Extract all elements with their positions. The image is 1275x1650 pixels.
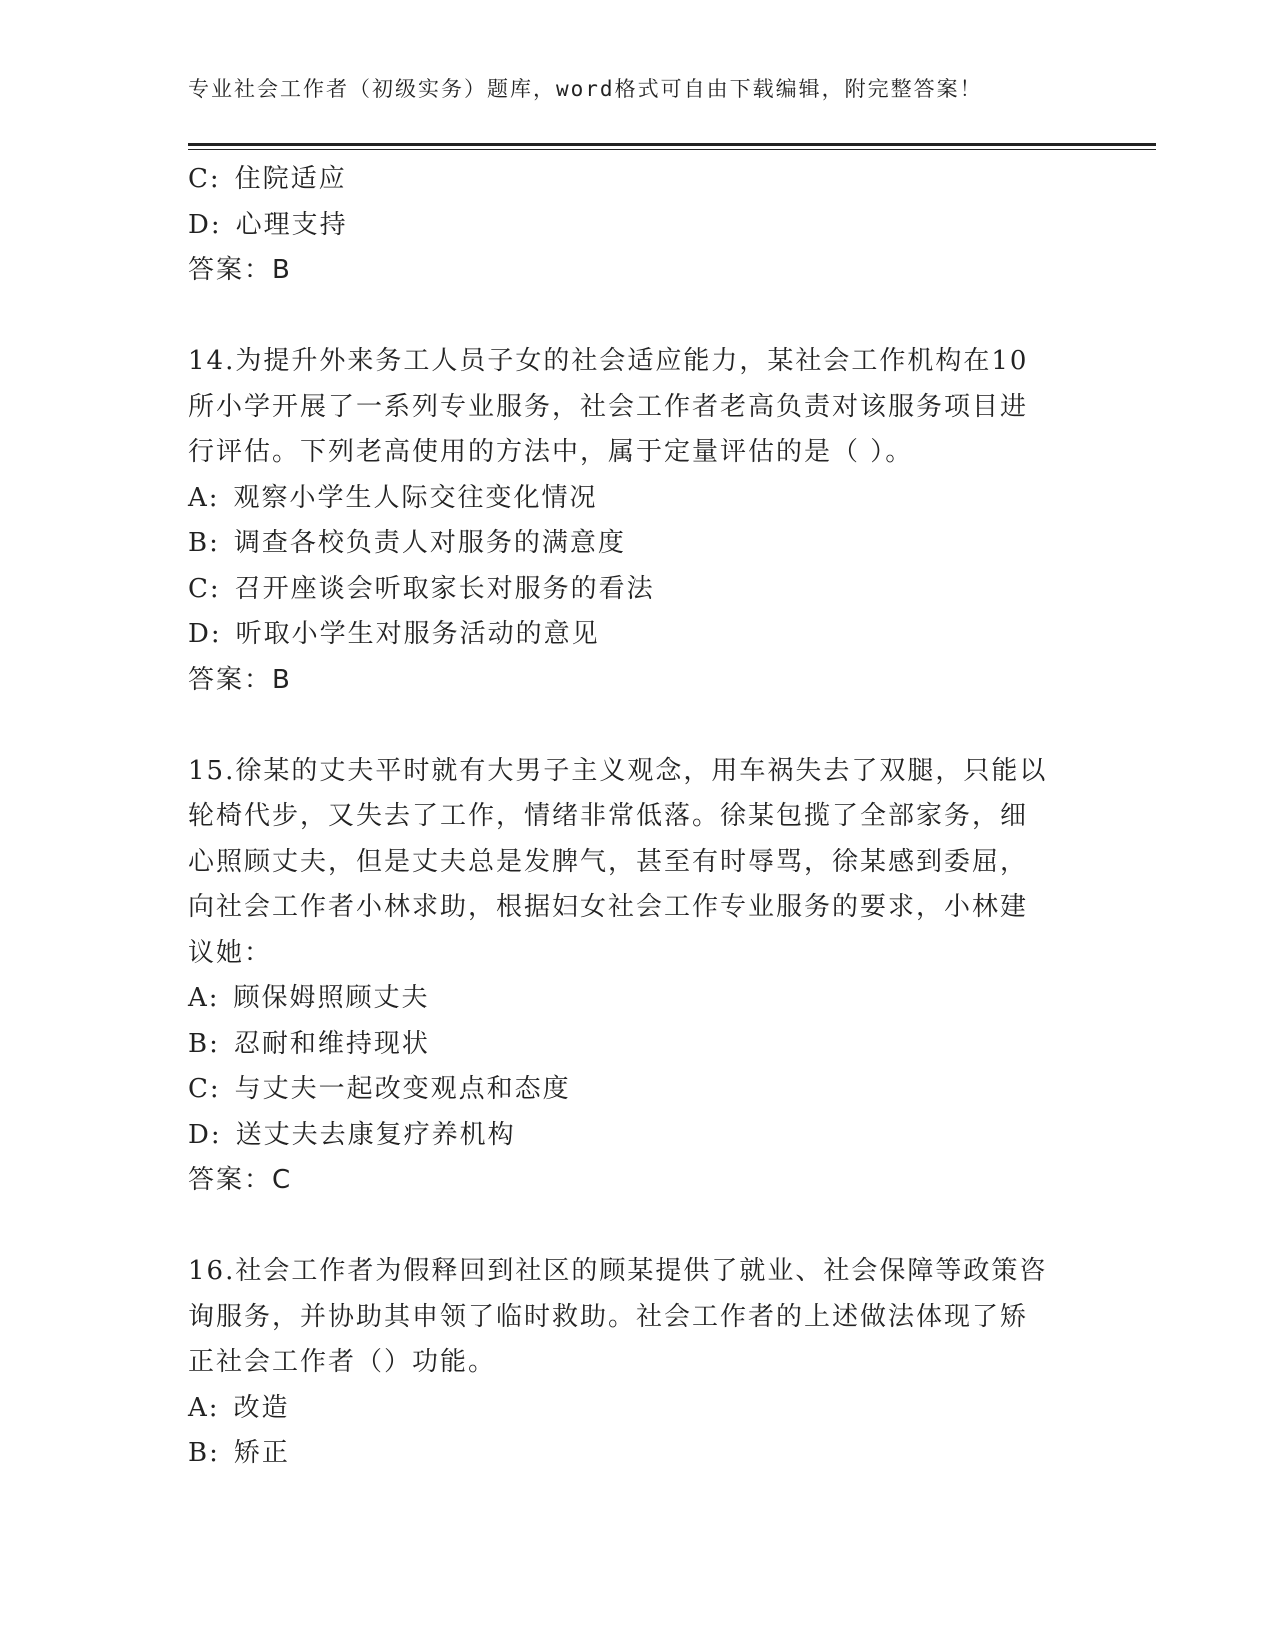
- question-15: [188, 749, 1088, 1204]
- option-c: [188, 1067, 1088, 1113]
- question-stem-line: 所小学开展了一系列专业服务，社会工作者老高负责对该服务项目进: [188, 391, 1029, 422]
- answer-line: 答案：B: [188, 664, 292, 695]
- option-key: C:: [188, 1074, 221, 1104]
- option-key: C:: [188, 164, 221, 194]
- option-key: D:: [188, 1119, 222, 1150]
- option-text: 忍耐和维持现状: [233, 1028, 430, 1059]
- option-a: [188, 976, 1088, 1022]
- option-b: [188, 1431, 1088, 1477]
- question-stem-line: 询服务，并协助其申领了临时救助。社会工作者的上述做法体现了矫: [188, 1301, 1029, 1332]
- question-content: [188, 157, 1088, 1477]
- option-key: B:: [188, 528, 220, 558]
- option-key: D:: [188, 619, 222, 649]
- option-text: 心理支持: [235, 209, 348, 240]
- question-stem-line: 16.社会工作者为假释回到社区的顾某提供了就业、社会保障等政策咨: [188, 1256, 1048, 1286]
- option-text: 调查各校负责人对服务的满意度: [233, 528, 626, 558]
- option-text: 矫正: [233, 1438, 290, 1468]
- answer-line: 答案：C: [188, 1165, 293, 1195]
- question-stem-line: 心照顾丈夫，但是丈夫总是发脾气，甚至有时辱骂，徐某感到委屈，: [188, 846, 1029, 877]
- question-stem-line: 议她：: [188, 937, 273, 968]
- question-stem-line: 行评估。下列老高使用的方法中，属于定量评估的是（ ）。: [188, 437, 914, 467]
- option-text: 召开座谈会听取家长对服务的看法: [234, 573, 655, 604]
- prev-question-tail: [188, 157, 1088, 294]
- option-d: [188, 1113, 1088, 1159]
- option-key: B:: [188, 1438, 220, 1468]
- question-stem-line: 轮椅代步，又失去了工作，情绪非常低落。徐某包揽了全部家务，细: [188, 801, 1029, 831]
- option-text: 改造: [233, 1392, 290, 1423]
- option-text: 听取小学生对服务活动的意见: [235, 619, 600, 649]
- option-text: 观察小学生人际交往变化情况: [233, 482, 598, 513]
- option-c: [188, 157, 1088, 203]
- option-text: 与丈夫一起改变观点和态度: [234, 1074, 571, 1104]
- answer-line: 答案：B: [188, 255, 292, 285]
- option-d: [188, 612, 1088, 658]
- question-16: [188, 1249, 1088, 1477]
- header-rule-thin: [188, 149, 1156, 150]
- option-key: C:: [188, 573, 221, 604]
- option-key: A:: [188, 983, 220, 1013]
- option-c: [188, 567, 1088, 613]
- question-stem-line: 向社会工作者小林求助，根据妇女社会工作专业服务的要求，小林建: [188, 892, 1029, 922]
- question-14: [188, 339, 1088, 703]
- option-key: B:: [188, 1028, 220, 1059]
- option-text: 住院适应: [234, 164, 347, 194]
- option-text: 送丈夫去康复疗养机构: [235, 1119, 516, 1150]
- option-d: [188, 203, 1088, 249]
- page-header: 专业社会工作者（初级实务）题库，word格式可自由下载编辑，附完整答案！: [188, 77, 983, 101]
- option-key: A:: [188, 482, 220, 513]
- option-a: [188, 476, 1088, 522]
- option-a: [188, 1386, 1088, 1432]
- option-key: A:: [188, 1392, 220, 1423]
- question-stem-line: 正社会工作者（）功能。: [188, 1347, 497, 1377]
- question-stem-line: 15.徐某的丈夫平时就有大男子主义观念，用车祸失去了双腿，只能以: [188, 755, 1048, 786]
- option-b: [188, 1022, 1088, 1068]
- option-b: [188, 521, 1088, 567]
- header-rule-thick: [188, 143, 1156, 146]
- question-stem-line: 14.为提升外来务工人员子女的社会适应能力，某社会工作机构在10: [188, 346, 1029, 376]
- option-text: 顾保姆照顾丈夫: [233, 983, 430, 1013]
- option-key: D:: [188, 209, 222, 240]
